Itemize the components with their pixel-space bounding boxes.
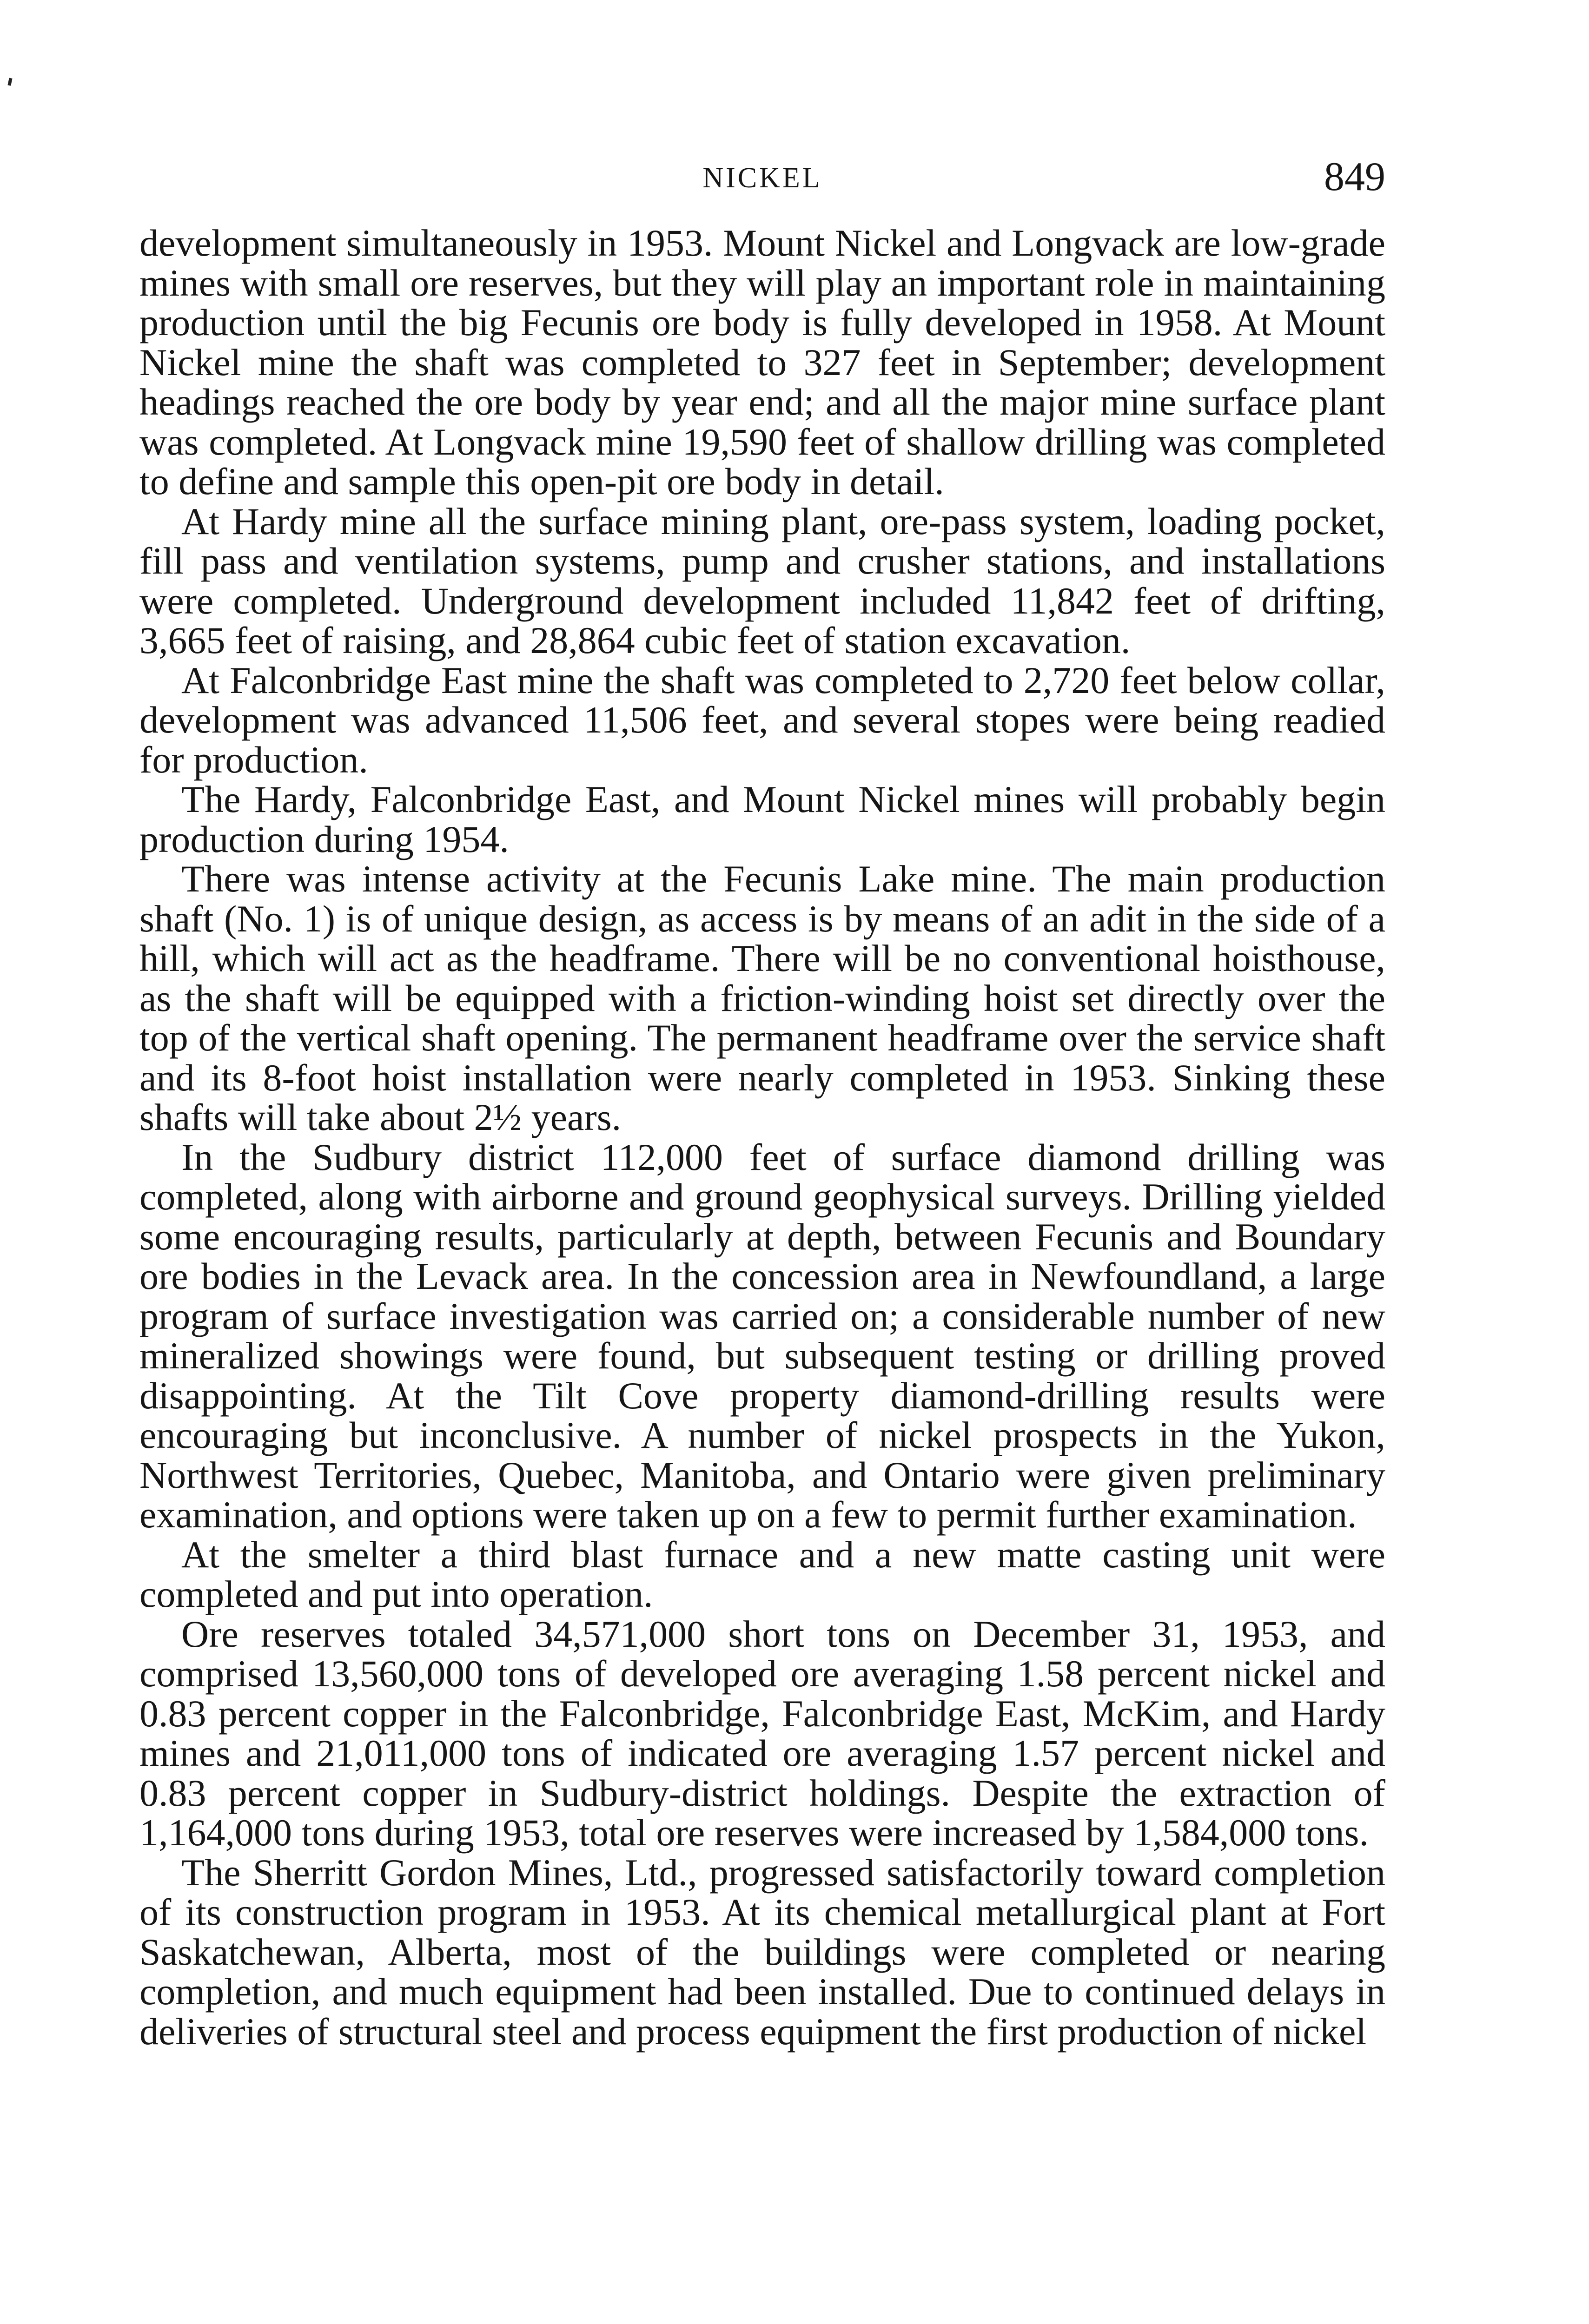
paragraph-ore-reserves: Ore reserves totaled 34,571,000 short tons on December 31, 1953, and comprised 13,560,000 tons of developed ore averaging 1.58 percent nickel and 0.83 percent copper in the Falconbridge, Falconbridge East, McKim, and Hardy mines and 21,011,000 tons of indicated ore averaging 1.57 percent nickel and 0.83 percent copper in Sudbury-district holdings. Despite the extraction of 1,164,000 tons during 1953, total ore reserves were increased by 1,584,000 tons. xyxy=(139,1612,1385,1854)
running-head xyxy=(139,153,1385,205)
scan-speck xyxy=(7,78,12,86)
paragraph-hardy-mine: At Hardy mine all the surface mining plant, ore-pass system, loading pocket, fill pass and ventilation systems, pump and crusher stations, and installations were completed. Underground development included 11,842 feet of drifting, 3,665 feet of raising, and 28,864 cubic feet of station excavation. xyxy=(139,500,1385,661)
running-title: NICKEL xyxy=(702,162,822,194)
paragraph-falconbridge-east: At Falconbridge East mine the shaft was completed to 2,720 feet below collar, development was advanced 11,506 feet, and several stopes were being readied for production. xyxy=(139,659,1385,781)
paragraph-sherritt-gordon: The Sherritt Gordon Mines, Ltd., progressed satisfactorily toward completion of its construction program in 1953. At its chemical metallurgical plant at Fort Saskatchewan, Alberta, most of the buildings were completed or nearing completion, and much equipment had been installed. Due to continued delays in deliveries of structural steel and process equipment the first production of nickel xyxy=(139,1851,1385,2053)
paragraph-continued: development simultaneously in 1953. Mount Nickel and Longvack are low-grade mines with small ore reserves, but they will play an important role in maintaining production until the big Fecunis ore body is fully developed in 1958. At Mount Nickel mine the shaft was completed to 327 feet in September; development headings reached the ore body by year end; and all the major mine surface plant was completed. At Longvack mine 19,590 feet of shallow drilling was completed to define and sample this open-pit ore body in detail. xyxy=(139,222,1385,502)
page-number: 849 xyxy=(1324,154,1385,199)
paragraph-fecunis-lake: There was intense activity at the Fecunis Lake mine. The main production shaft (No. 1) is of unique design, as access is by means of an adit in the side of a hill, which will act as the headframe. There will be no conventional hoisthouse, as the shaft will be equipped with a friction-winding hoist set directly over the top of the vertical shaft opening. The permanent headframe over the service shaft and its 8-foot hoist installation were nearly completed in 1953. Sinking these shafts will take about 2½ years. xyxy=(139,858,1385,1138)
body-text xyxy=(139,223,1385,2051)
paragraph-production-1954: The Hardy, Falconbridge East, and Mount Nickel mines will probably begin production during 1954. xyxy=(139,778,1385,860)
paragraph-sudbury-exploration: In the Sudbury district 112,000 feet of surface diamond drilling was completed, along with airborne and ground geophysical surveys. Drilling yielded some encouraging results, particularly at depth, between Fecunis and Boundary ore bodies in the Levack area. In the concession area in Newfoundland, a large program of surface investigation was carried on; a considerable number of new mineralized showings were found, but subsequent testing or drilling proved disappointing. At the Tilt Cove property diamond-drilling results were encouraging but inconclusive. A number of nickel prospects in the Yukon, Northwest Territories, Quebec, Manitoba, and Ontario were given preliminary examination, and options were taken up on a few to permit further examination. xyxy=(139,1136,1385,1536)
paragraph-smelter: At the smelter a third blast furnace and a new matte casting unit were completed and put into operation. xyxy=(139,1533,1385,1615)
